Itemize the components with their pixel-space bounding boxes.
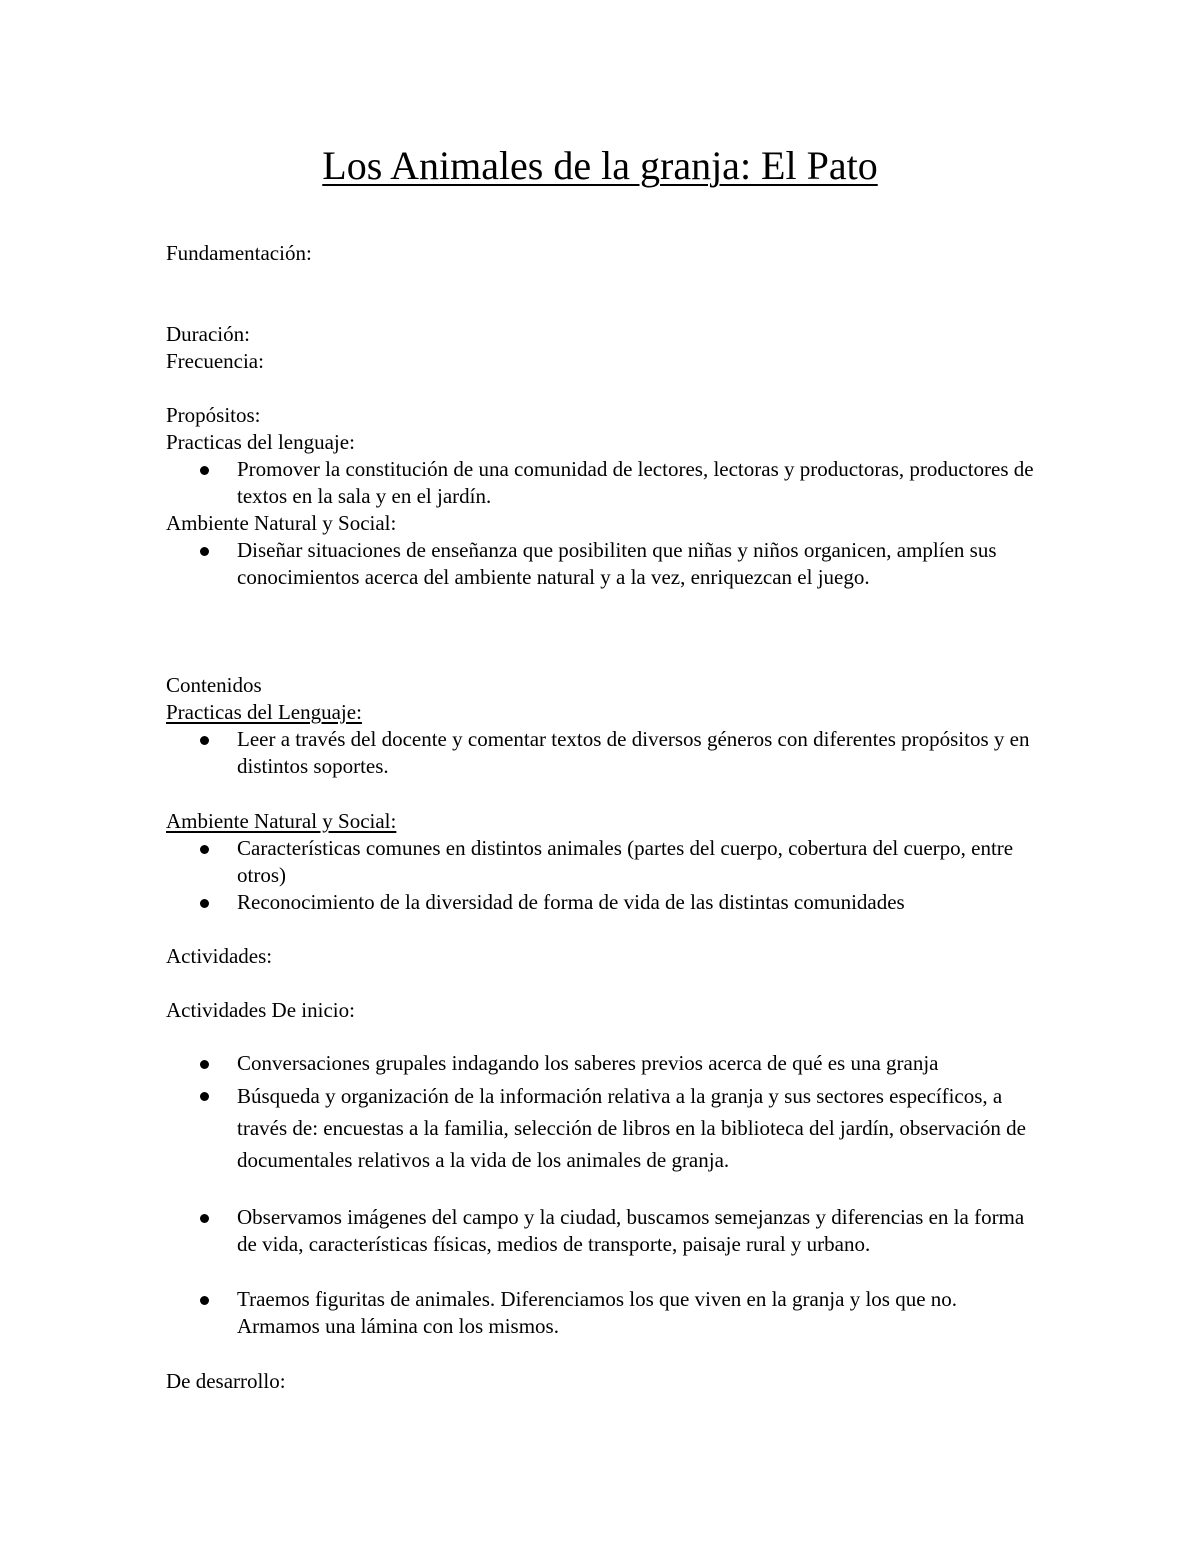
actividades-heading: Actividades:	[166, 944, 273, 968]
bullet	[200, 1092, 209, 1101]
desarrollo-label: De desarrollo:	[166, 1369, 286, 1393]
bullet	[200, 899, 209, 908]
contenidos-lenguaje-label: Practicas del Lenguaje:	[166, 700, 362, 724]
list-item: Leer a través del docente y comentar textos de diversos géneros con diferentes propósitos y en distintos soportes.	[237, 727, 1030, 778]
fundamentacion-label: Fundamentación:	[166, 241, 312, 265]
duracion-label: Duración:	[166, 322, 250, 346]
list-item: Observamos imágenes del campo y la ciudad, buscamos semejanzas y diferencias en la forma de vida, características físicas, medios de transporte, paisaje rural y urbano.	[237, 1205, 1025, 1256]
frecuencia-label: Frecuencia:	[166, 349, 264, 373]
propositos-heading: Propósitos:	[166, 403, 261, 427]
propositos-lenguaje-label: Practicas del lenguaje:	[166, 430, 355, 454]
bullet	[200, 736, 209, 745]
actividades-inicio-label: Actividades De inicio:	[166, 998, 355, 1022]
list-item: Características comunes en distintos animales (partes del cuerpo, cobertura del cuerpo, entre otros)	[237, 836, 1014, 887]
list-item: Traemos figuritas de animales. Diferenciamos los que viven en la granja y los que no. Armamos una lámina con los mismos.	[237, 1287, 958, 1338]
list-item: Búsqueda y organización de la información relativa a la granja y sus sectores específicos, a través de: encuestas a la familia, selección de libros en la biblioteca del jardín, observación de documentales relativos a la vida de los animales de granja.	[237, 1084, 1026, 1172]
bullet	[200, 1214, 209, 1223]
bullet	[200, 1060, 209, 1069]
bullet	[200, 547, 209, 556]
contenidos-heading: Contenidos	[166, 673, 262, 697]
propositos-ambiente-label: Ambiente Natural y Social:	[166, 511, 397, 535]
list-item: Conversaciones grupales indagando los saberes previos acerca de qué es una granja	[237, 1051, 939, 1075]
list-item: Diseñar situaciones de enseñanza que posibiliten que niñas y niños organicen, amplíen sus conocimientos acerca del ambiente natural y a la vez, enriquezcan el juego.	[237, 538, 997, 589]
list-item: Promover la constitución de una comunidad de lectores, lectoras y productoras, productores de textos en la sala y en el jardín.	[237, 457, 1034, 508]
bullet	[200, 845, 209, 854]
document-title: Los Animales de la granja: El Pato	[322, 143, 878, 188]
bullet	[200, 466, 209, 475]
bullet	[200, 1296, 209, 1305]
list-item: Reconocimiento de la diversidad de forma de vida de las distintas comunidades	[237, 890, 905, 914]
contenidos-ambiente-label: Ambiente Natural y Social:	[166, 809, 397, 833]
